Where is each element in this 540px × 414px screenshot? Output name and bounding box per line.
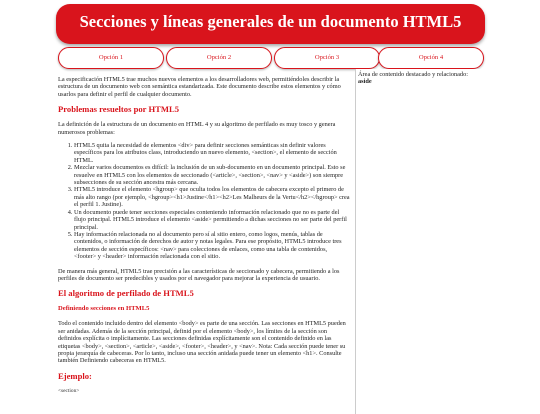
main-nav — [56, 47, 485, 69]
intro-paragraph: La especificación HTML5 trae muchos nuevos elementos a los desarrolladores web, permitiéndoles describir la estructura de un documento web con semántica estandarizada. Este documento describe estos elementos y cómo usarlos para definir el perfil de cualquier documento. — [58, 76, 341, 98]
nav-option-2[interactable]: Opción 2 — [166, 47, 272, 69]
list-item: 2. Mezclar varios documentos es difícil: la inclusión de un sub-documento en un documento principal. Esto se resuelve en HTML5 con los elementos de seccionado (<article>, <section>, <nav> y <aside>) son siempre subsecciones de su sección ancestra más cercana. — [74, 164, 350, 186]
list-item: 3. HTML5 introduce el elemento <hgroup> que oculta todos los elementos de cabecera excepto el primero de más alto rango (por ejemplo, <hgroup><h1>Justine</h1><h2>Les Malheurs de la Vertu</h2></hgroup> crea el perfil 1. Justine). — [74, 186, 350, 208]
problems-list — [58, 142, 350, 261]
example-code: <section> — [58, 387, 80, 394]
defining-paragraph: Todo el contenido incluido dentro del elemento <body> es parte de una sección. Las secciones en HTML5 pueden ser anidadas. Además de la sección principal, definid por el elemento <body>, los límites de la sección son definidos explícita o implícitamente. Las secciones definidas explícitamente son el contenido definido en las etiquetas <body>, <section>, <article>, <aside>, <footer>, <header>, y <nav>. Nota: Cada sección puede tener su propia jerarquía de cabeceras. Por lo tanto, incluso una sección anidada puede tener un elemento <h1>. Consulte también Definiendo cabeceras en HTML5. — [58, 320, 346, 365]
problems-intro: La definición de la estructura de un documento en HTML 4 y su algoritmo de perfilado es muy tosco y genera numerosos problemas: — [58, 121, 336, 136]
list-item: 1. HTML5 quita la necesidad de elementos <div> para definir secciones semánticas sin definir valores específicos para los atributos class, introduciendo un nuevo elemento, <section>, el elemento de sección HTML. — [74, 142, 350, 164]
page-header — [56, 4, 485, 44]
aside-label: Área de contenido destacado y relacionado: — [358, 71, 468, 78]
aside-panel — [355, 69, 485, 414]
main-content — [58, 76, 350, 394]
heading-problems: Problemas resueltos por HTML5 — [58, 104, 180, 115]
heading-example: Ejemplo: — [58, 370, 92, 381]
list-item: 4. Un documento puede tener secciones especiales conteniendo información relacionado que no es parte del flujo principal. HTML5 introduce el elemento <aside> permitiendo a dichas secciones no ser parte del perfil principal. — [74, 209, 350, 231]
nav-option-3[interactable]: Opción 3 — [274, 47, 380, 69]
list-item: 5. Hay información relacionada no al documento pero sí al sitio entero, como logos, menús, tablas de contenidos, o información de derechos de autor y notas legales. Para ese propósito, HTML5 introduce tres elementos de sección específicos: <nav> para colecciones de enlaces, como una tabla de contenidos, <footer> y <header> información relacionada con el sitio. — [74, 231, 350, 261]
heading-algorithm: El algoritmo de perfilado de HTML5 — [58, 288, 194, 299]
heading-defining-sections: Definiendo secciones en HTML5 — [58, 305, 150, 313]
summary-paragraph: De manera más general, HTML5 trae precisión a las características de seccionado y cabecera, permitiendo a los perfiles de documento ser predecibles y usados por el navegador para mejorar la experiencia de usuario. — [58, 267, 340, 282]
nav-option-4[interactable]: Opción 4 — [378, 47, 484, 69]
nav-option-1[interactable]: Opción 1 — [58, 47, 164, 69]
page-title: Secciones y líneas generales de un documento HTML5 — [79, 12, 462, 31]
aside-keyword: aside — [358, 78, 372, 86]
